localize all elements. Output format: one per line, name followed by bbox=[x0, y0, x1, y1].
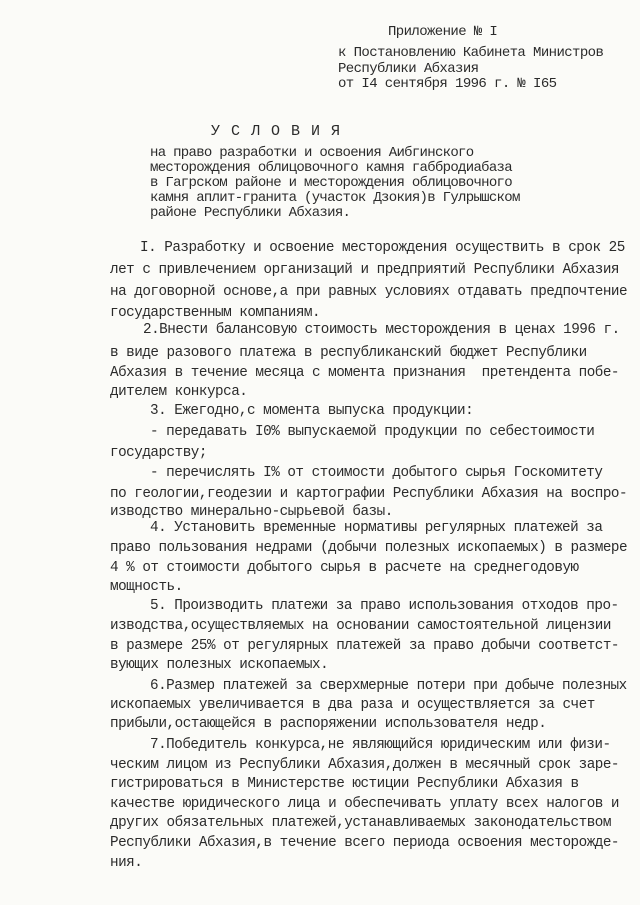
body-line: качестве юридического лица и обеспечивать уплату всех налогов и bbox=[110, 796, 620, 812]
body-line: ния. bbox=[110, 855, 143, 871]
body-line: дителем конкурса. bbox=[110, 384, 248, 400]
decree-reference-line: к Постановлению Кабинета Министров bbox=[338, 45, 604, 61]
body-line: 5. Производить платежи за право использования отходов про- bbox=[150, 598, 619, 614]
body-line: 7.Победитель конкурса,не являющийся юридическим или физи- bbox=[150, 737, 611, 753]
body-line: ческим лицом из Республики Абхазия,должен в месячный срок заре- bbox=[110, 757, 620, 773]
body-line: изводства,осуществляемых на основании самостоятельной лицензии bbox=[110, 618, 611, 634]
body-line: изводство минерально-сырьевой базы. bbox=[110, 504, 393, 520]
body-line: государственным компаниям. bbox=[110, 305, 321, 321]
subtitle-line: камня аплит-гранита (участок Дзокия)в Гулрышском bbox=[150, 190, 520, 206]
body-line: 2.Внести балансовую стоимость месторождения в ценах 1996 г. bbox=[143, 322, 620, 338]
body-line: вующих полезных ископаемых. bbox=[110, 657, 329, 673]
body-line: гистрироваться в Министерстве юстиции Республики Абхазия в bbox=[110, 776, 579, 792]
body-line: государству; bbox=[110, 445, 207, 461]
body-line: Республики Абхазия,в течение всего периода освоения месторожде- bbox=[110, 835, 620, 851]
body-line: в размере 25% от регулярных платежей за право добычи соответст- bbox=[110, 638, 620, 654]
body-line: 3. Ежегодно,с момента выпуска продукции: bbox=[150, 403, 474, 419]
subtitle-line: в Гагрском районе и месторождения облицовочного bbox=[150, 175, 512, 191]
subtitle-line: месторождения облицовочного камня габбродиабаза bbox=[150, 160, 512, 176]
body-line: I. Разработку и освоение месторождения осуществить в срок 25 bbox=[140, 240, 625, 256]
body-line: прибыли,остающейся в распоряжении использователя недр. bbox=[110, 716, 547, 732]
body-line: в виде разового платежа в республиканский бюджет Республики bbox=[110, 345, 587, 361]
body-line: на договорной основе,а при равных условиях отдавать предпочтение bbox=[110, 284, 628, 300]
body-line: - перечислять I% от стоимости добытого сырья Госкомитету bbox=[150, 465, 603, 481]
body-line: 4 % от стоимости добытого сырья в расчете на среднегодовую bbox=[110, 560, 579, 576]
body-line: 4. Установить временные нормативы регулярных платежей за bbox=[150, 520, 603, 536]
decree-reference-line: Республики Абхазия bbox=[338, 61, 479, 77]
body-line: других обязательных платежей,устанавливаемых законодательством bbox=[110, 815, 611, 831]
body-line: мощность. bbox=[110, 579, 183, 595]
body-line: право пользования недрами (добычи полезных ископаемых) в размере bbox=[110, 540, 628, 556]
body-line: 6.Размер платежей за сверхмерные потери при добыче полезных bbox=[150, 678, 627, 694]
body-line: по геологии,геодезии и картографии Республики Абхазия на воспро- bbox=[110, 486, 628, 502]
appendix-label: Приложение № I bbox=[388, 24, 498, 40]
body-line: Абхазия в течение месяца с момента признания претендента побе- bbox=[110, 365, 620, 381]
body-line: лет с привлечением организаций и предприятий Республики Абхазия bbox=[110, 262, 620, 278]
subtitle-line: на право разработки и освоения Аибгинского bbox=[150, 145, 474, 161]
document-title: У С Л О В И Я bbox=[211, 123, 342, 140]
body-line: - передавать I0% выпускаемой продукции по себестоимости bbox=[150, 424, 595, 440]
body-line: ископаемых увеличивается в два раза и осуществляется за счет bbox=[110, 697, 595, 713]
decree-date-number: от I4 сентября 1996 г. № I65 bbox=[338, 76, 557, 92]
subtitle-line: районе Республики Абхазия. bbox=[150, 205, 351, 221]
